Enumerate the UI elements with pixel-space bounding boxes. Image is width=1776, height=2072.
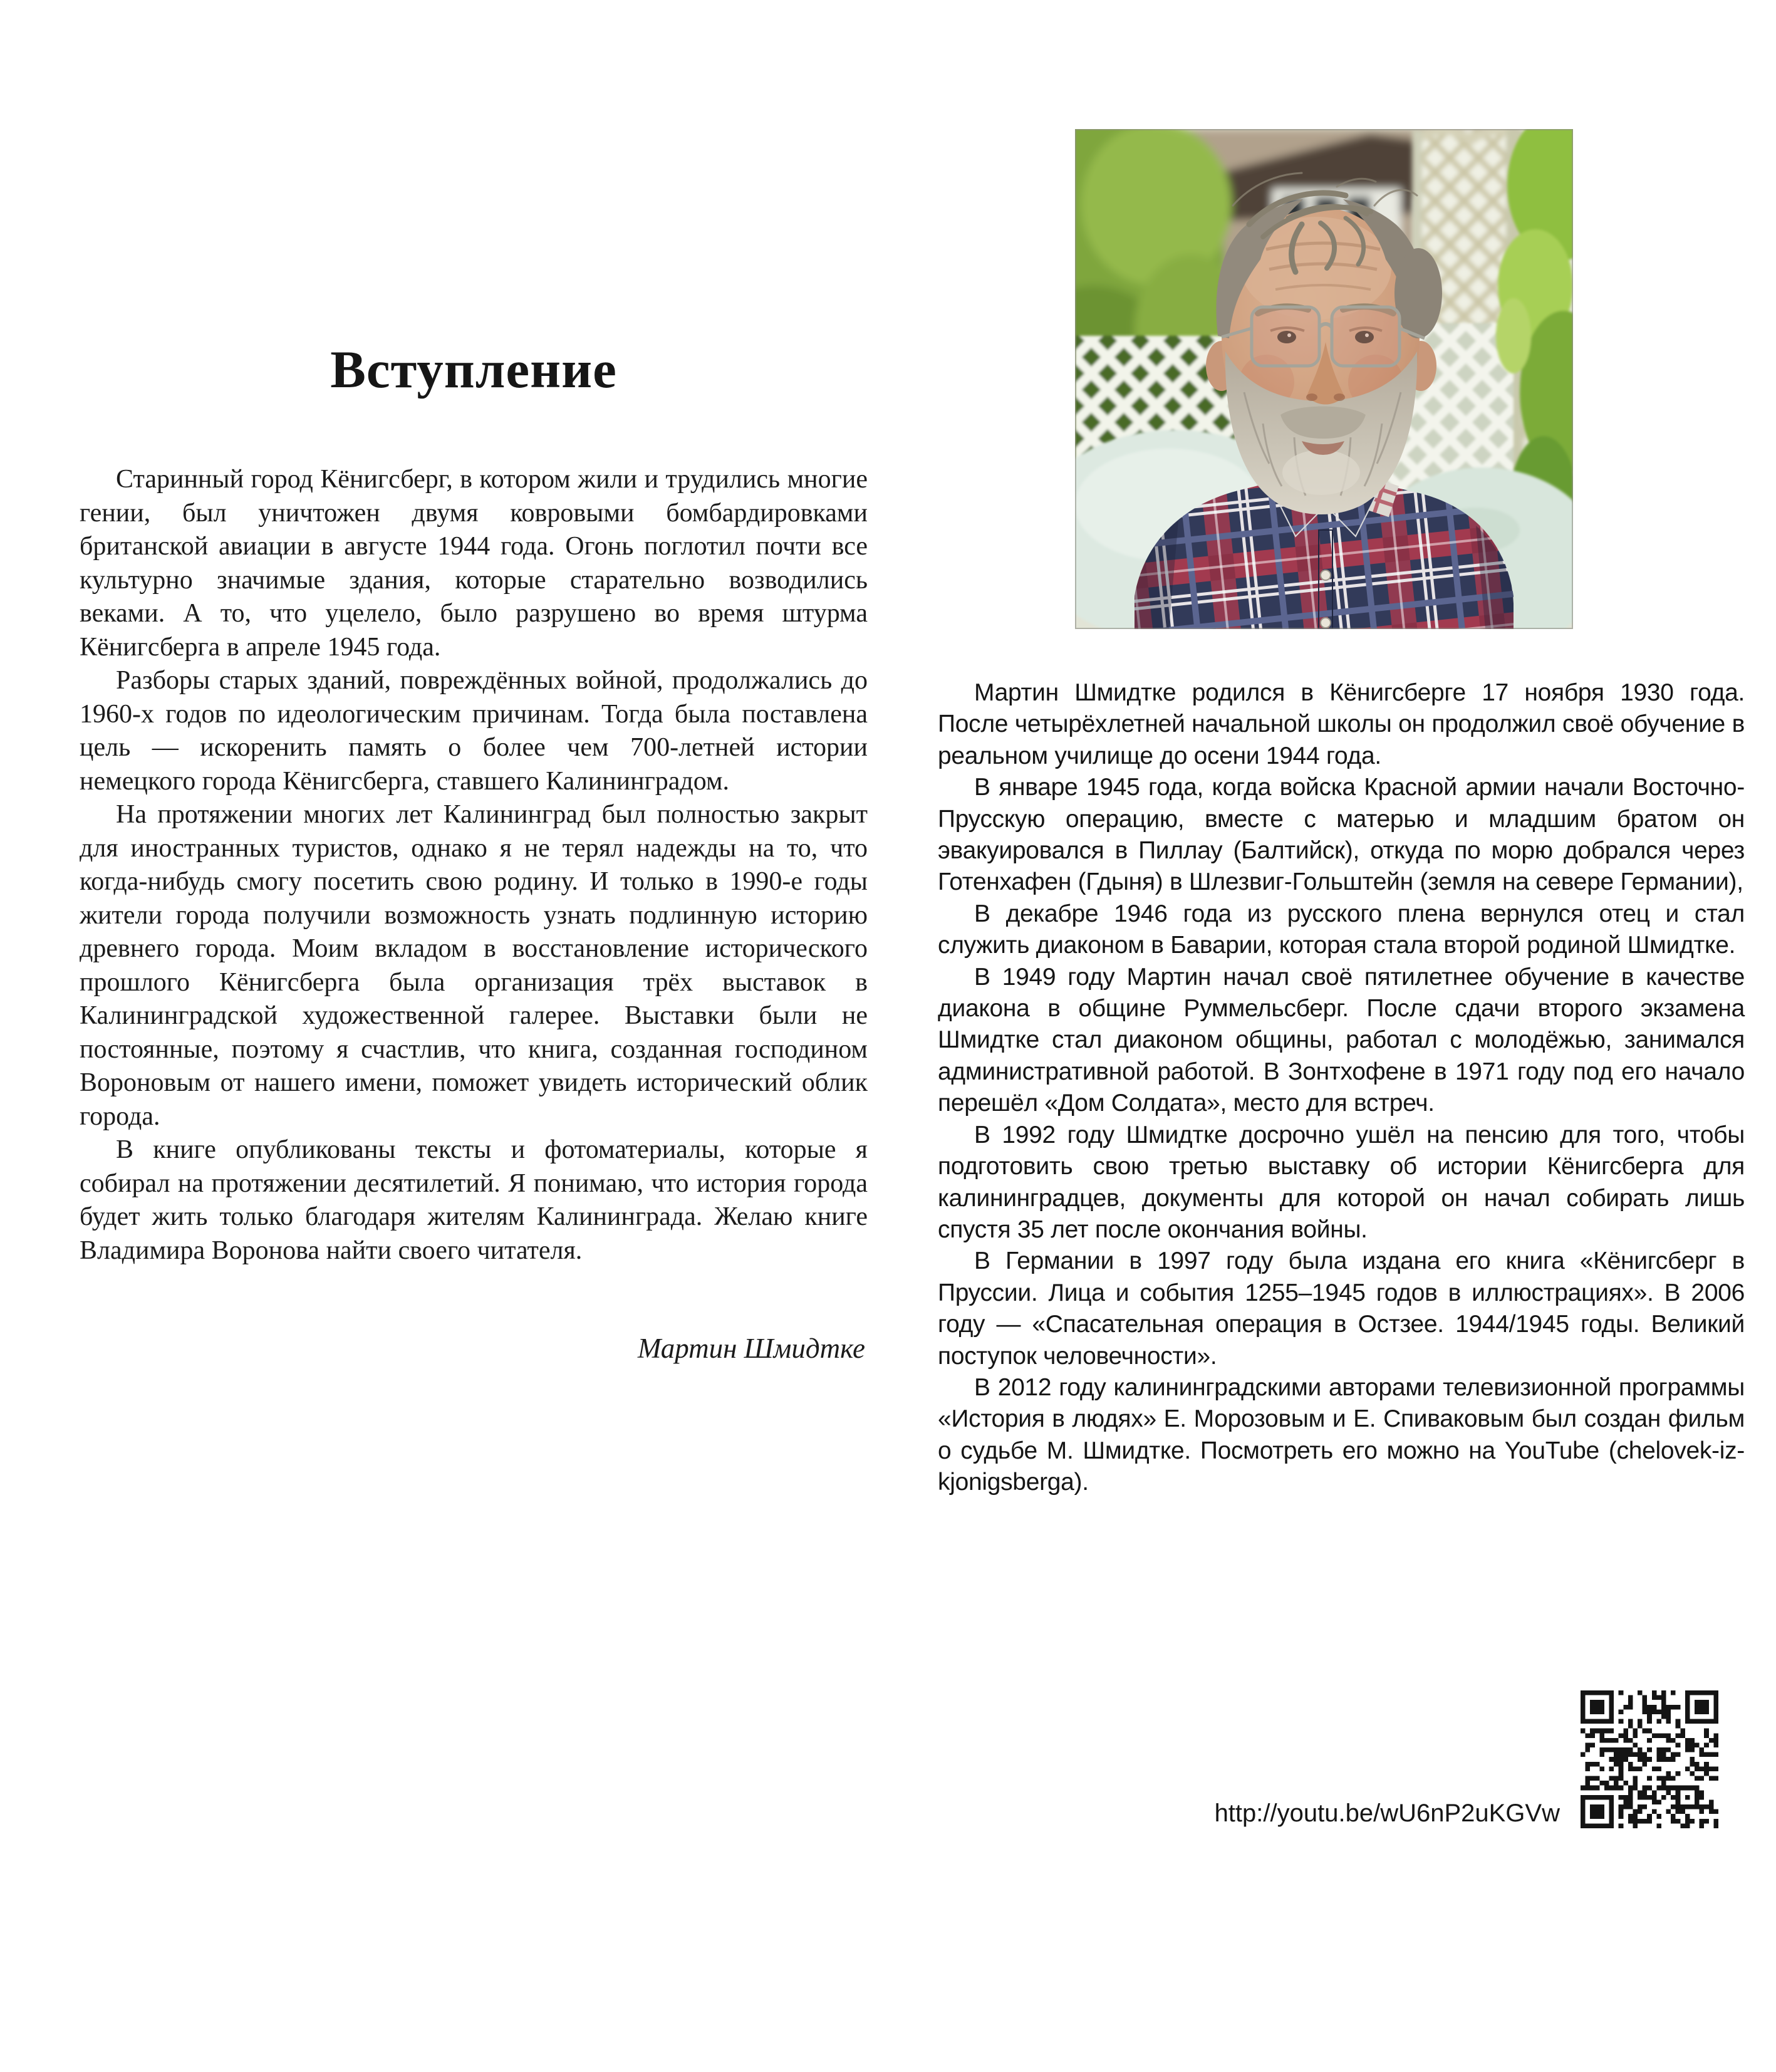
intro-paragraph: В книге опубликованы тексты и фотоматериалы, которые я собирал на протяжении десятилетий. Я понимаю, что история города будет жить только благодаря жителям Калининграда. Желаю книге Владимира Воронова найти своего читателя.: [80, 1135, 868, 1265]
intro-column: [80, 0, 868, 2072]
bio-paragraph: В 2012 году калининградскими авторами телевизионной программы «История в людях» Е. Морозовым и Е. Спиваковым был создан фильм о судьбе М. Шмидтке. Посмотреть его можно на YouTube (chelovek-iz-kjonigsberga).: [938, 1373, 1745, 1496]
qr-code: [1581, 1690, 1718, 1828]
bio-body: [938, 677, 1745, 1499]
bio-column: [938, 0, 1745, 2072]
portrait-photo-illustration: [1075, 129, 1573, 629]
bio-paragraph: В декабре 1946 года из русского плена вернулся отец и стал служить диаконом в Баварии, которая стала второй родиной Шмидтке.: [938, 900, 1745, 959]
author-signature: Мартин Шмидтке: [637, 1333, 865, 1364]
bio-paragraph: В 1949 году Мартин начал своё пятилетнее обучение в качестве диакона в общине Руммельсберг. После сдачи второго экзамена Шмидтке стал диаконом общины, работал с молодёжью, занимался административной работой. В Зонтхофене в 1971 году под его начало перешёл «Дом Солдата», место для встреч.: [938, 963, 1745, 1117]
qr-code-image: [1581, 1690, 1718, 1828]
intro-paragraph: На протяжении многих лет Калининград был полностью закрыт для иностранных туристов, однако я не терял надежды на то, что когда-нибудь смогу посетить свою родину. И только в 1990-е годы жители города получили возможность узнать подлинную историю древнего города. Моим вкладом в восстановление исторического прошлого Кёнигсберга была организация трёх выставок в Калининградской художественной галерее. Выставки были не постоянные, поэтому я счастлив, что книга, созданная господином Вороновым от нашего имени, поможет увидеть исторический облик города.: [80, 800, 868, 1131]
video-url-label: http://youtu.be/wU6nP2uKGVw: [1214, 1799, 1560, 1827]
bio-paragraph: В Германии в 1997 году была издана его книга «Кёнигсберг в Пруссии. Лица и события 1255–1945 годов в иллюстрациях». В 2006 году — «Спасательная операция в Остзее. 1944/1945 годы. Великий поступок человечности».: [938, 1247, 1745, 1370]
page-title: Вступление: [330, 340, 617, 399]
bio-paragraph: В 1992 году Шмидтке досрочно ушёл на пенсию для того, чтобы подготовить свою третью выставку об истории Кёнигсберга для калининградцев, документы для которой он начал собирать лишь спустя 35 лет после окончания войны.: [938, 1121, 1745, 1243]
intro-paragraph: Разборы старых зданий, повреждённых войной, продолжались до 1960-х годов по идеологическим причинам. Тогда была поставлена цель — искоренить память о более чем 700-летней истории немецкого города Кёнигсберга, ставшего Калининградом.: [80, 666, 868, 796]
portrait-photo: [1075, 129, 1573, 629]
intro-body: [80, 463, 868, 1268]
bio-paragraph: Мартин Шмидтке родился в Кёнигсберге 17 ноября 1930 года. После четырёхлетней начальной школы он продолжил своё обучение в реальном училище до осени 1944 года.: [938, 679, 1745, 769]
intro-paragraph: Старинный город Кёнигсберг, в котором жили и трудились многие гении, был уничтожен двумя ковровыми бомбардировками британской авиации в августе 1944 года. Огонь поглотил почти все культурно значимые здания, которые старательно возводились веками. А то, что уцелело, было разрушено во время штурма Кёнигсберга в апреле 1945 года.: [80, 465, 868, 662]
bio-paragraph: В январе 1945 года, когда войска Красной армии начали Восточно-Прусскую операцию, вместе с матерью и младшим братом он эвакуировался в Пиллау (Балтийск), откуда по морю добрался через Готенхафен (Гдыня) в Шлезвиг-Гольштейн (земля на севере Германии),: [938, 774, 1745, 896]
